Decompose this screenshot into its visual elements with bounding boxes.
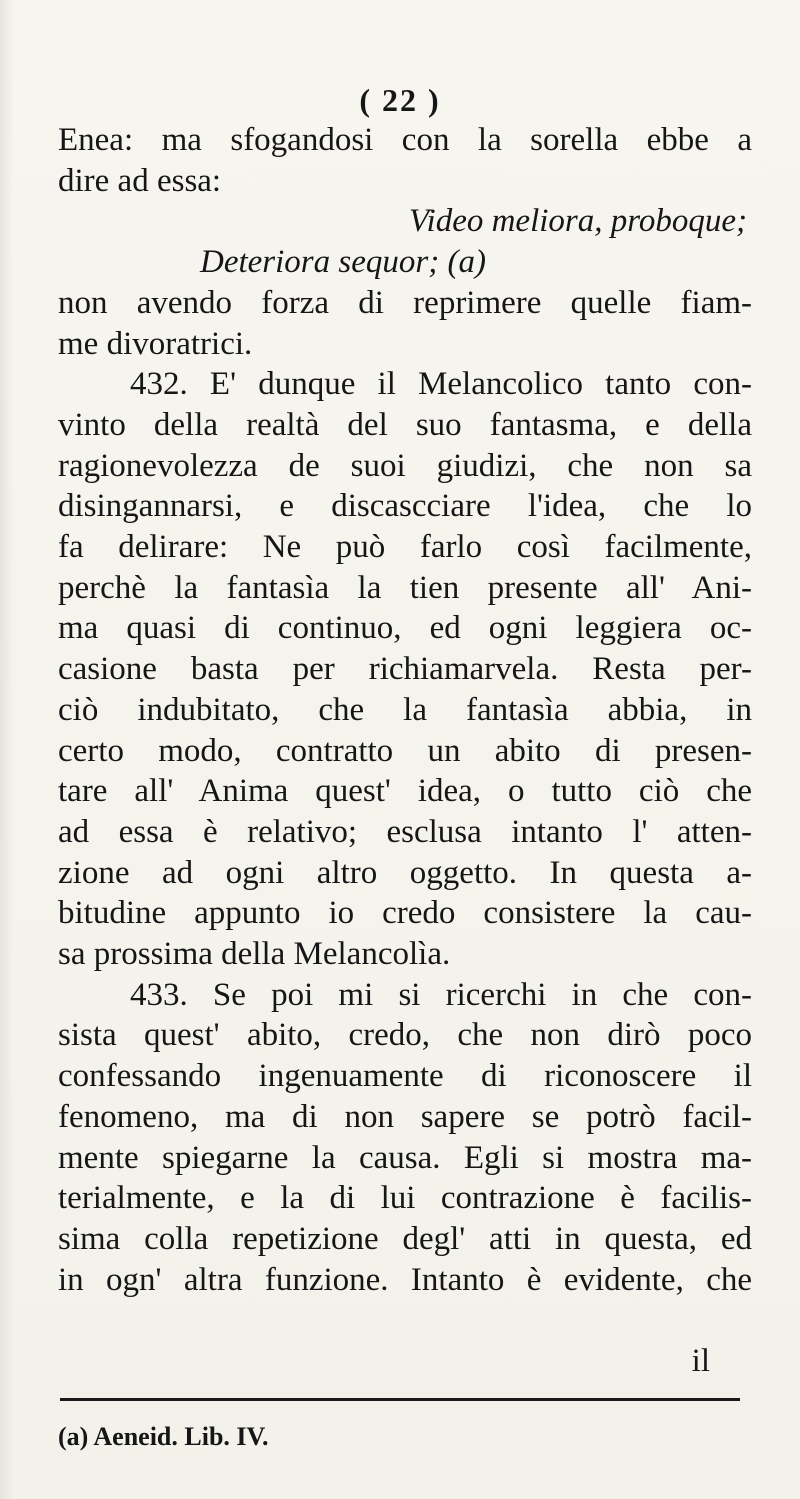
verse-line: Video meliora, proboque;	[408, 203, 747, 240]
text-line: non avendo forza di reprimere quelle fiam-	[58, 284, 752, 321]
text-line: me divoratrici.	[58, 325, 253, 362]
text-line: in ogn' altra funzione. Intanto è evidente, che	[58, 1261, 752, 1298]
text-line: certo modo, contratto un abito di presen-	[58, 732, 752, 769]
footnote: (a) Aeneid. Lib. IV.	[58, 1422, 269, 1451]
text-line: tare all' Anima quest' idea, o tutto ciò che	[58, 773, 752, 810]
text-line: casione basta per richiamarvela. Resta per-	[58, 651, 752, 688]
text-line: ragionevolezza de suoi giudizi, che non sa	[58, 447, 752, 484]
text-line: fa delirare: Ne può farlo così facilmente,	[58, 529, 752, 566]
text-line: dire ad essa:	[58, 162, 222, 199]
text-line: zione ad ogni altro oggetto. In questa a-	[58, 854, 752, 891]
text-line: ma quasi di continuo, ed ogni leggiera oc-	[58, 610, 752, 647]
page-edge-shadow	[0, 0, 14, 1499]
text-line: ciò indubitato, che la fantasìa abbia, in	[58, 691, 752, 728]
text-line: terialmente, e la di lui contrazione è facilis-	[58, 1180, 752, 1217]
page-number: ( 22 )	[359, 82, 441, 118]
text-line: bitudine appunto io credo consistere la cau-	[58, 895, 752, 932]
text-line: disingannarsi, e discascciare l'idea, che lo	[58, 488, 752, 525]
text-line: sa prossima della Melancolìa.	[58, 936, 451, 973]
paragraph-start-433: 433. Se poi mi si ricerchi in che con-	[130, 976, 752, 1013]
text-line: sima colla repetizione degl' atti in questa, ed	[58, 1220, 752, 1257]
text-line: mente spiegarne la causa. Egli si mostra ma-	[58, 1139, 752, 1176]
paragraph-start-432: 432. E' dunque il Melancolico tanto con-	[130, 366, 752, 403]
footnote-divider	[60, 1398, 740, 1401]
body-text	[58, 120, 752, 1300]
text-line: perchè la fantasìa la tien presente all' Ani-	[58, 569, 752, 606]
verse-line: Deteriora sequor; (a)	[200, 244, 486, 281]
text-line: Enea: ma sfogandosi con la sorella ebbe a	[58, 122, 752, 158]
text-line: fenomeno, ma di non sapere se potrò facil-	[58, 1098, 752, 1135]
text-line: sista quest' abito, credo, che non dirò poco	[58, 1017, 752, 1054]
text-line: vinto della realtà del suo fantasma, e della	[58, 406, 752, 443]
text-line: ad essa è relativo; esclusa intanto l' atten-	[58, 813, 752, 850]
text-line: confessando ingenuamente di riconoscere il	[58, 1058, 752, 1095]
catchword: il	[691, 1343, 710, 1379]
